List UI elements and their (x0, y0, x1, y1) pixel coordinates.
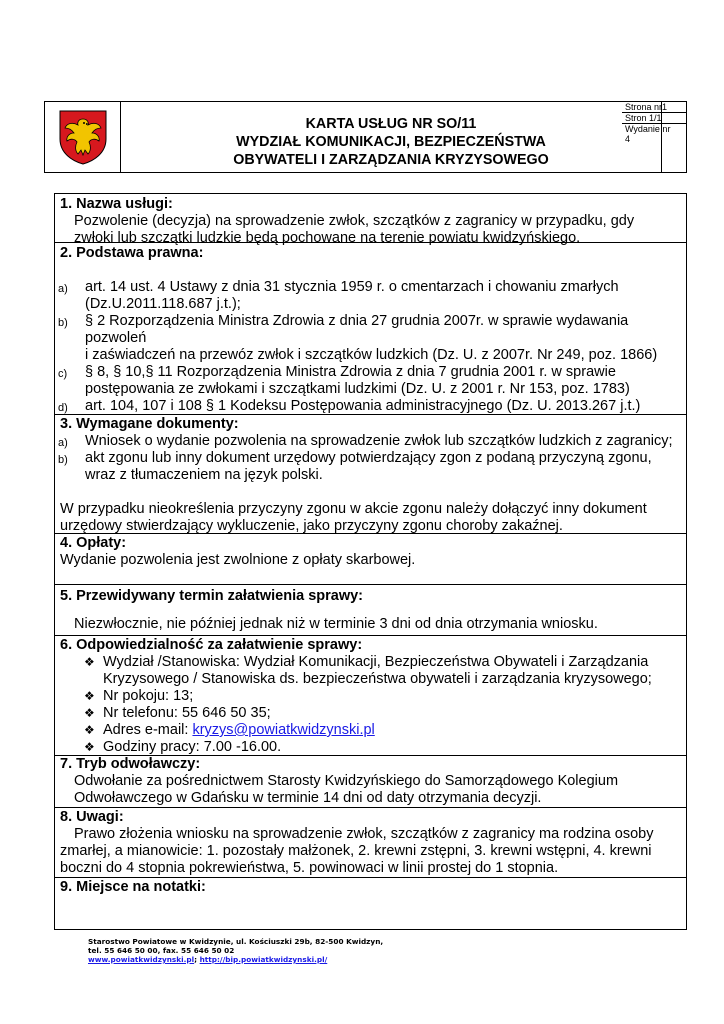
section-appeal (55, 756, 686, 808)
section-text: Niezwłocznie, nie później jednak niż w terminie 3 dni od dnia otrzymania wniosku. (74, 616, 598, 632)
section-text: Odwołanie za pośrednictwem Starosty Kwidzyńskiego do Samorządowego Kolegium (74, 773, 619, 789)
section-text: zwłoki lub szczątki ludzkie będą pochowane na terenie powiatu kwidzyńskiego. (74, 230, 581, 246)
coat-of-arms (45, 102, 121, 172)
list-text: (Dz.U.2011.118.687 j.t.); (85, 296, 241, 312)
footer-links (88, 955, 383, 964)
list-text: wraz z tłumaczeniem na język polski. (85, 467, 323, 483)
section-text: boczni do 4 stopnia pokrewieństwa, 5. powinowaci w linii prostej do 1 stopnia. (60, 860, 559, 876)
list-item (55, 433, 686, 450)
edition-label: Wydanie nr (625, 124, 671, 134)
list-text: i zaświadczeń na przewóz zwłok i szczątków ludzkich (Dz. U. z 2007r. Nr 249, poz. 1866) (85, 347, 658, 363)
card-title (121, 102, 662, 172)
section-note: W przypadku nieokreślenia przyczyny zgonu w akcie zgonu należy dołączyć inny dokument (60, 501, 647, 517)
section-heading: 8. Uwagi: (60, 809, 124, 825)
bullet-item (55, 688, 686, 705)
website-link[interactable]: www.powiatkwidzynski.pl (88, 955, 195, 964)
bullet-text: Kryzysowego / Stanowiska ds. bezpieczeństwa obywateli i zarządzania kryzysowego; (103, 671, 652, 687)
list-text: art. 14 ust. 4 Ustawy z dnia 31 stycznia 1959 r. o cmentarzach i chowaniu zmarłych (85, 279, 619, 295)
list-text: pozwoleń (85, 330, 147, 346)
footer-contact: tel. 55 646 50 00, fax. 55 646 50 02 (88, 946, 235, 955)
title-line: OBYWATELI I ZARZĄDZANIA KRYZYSOWEGO (233, 152, 549, 168)
list-text: postępowania ze zwłokami i szczątkami ludzkimi (Dz. U. z 2001 r. Nr 153, poz. 1783) (85, 381, 630, 397)
section-required-documents (55, 415, 686, 534)
section-heading: 7. Tryb odwoławczy: (60, 756, 201, 772)
bullet-text: Wydział /Stanowiska: Wydział Komunikacji, Bezpieczeństwa Obywateli i Zarządzania (103, 654, 649, 670)
section-heading: 2. Podstawa prawna: (60, 245, 204, 261)
list-marker: b) (58, 317, 68, 329)
list-marker: b) (58, 454, 68, 466)
section-heading: 5. Przewidywany termin załatwienia sprawy: (60, 588, 363, 604)
office-hours: Godziny pracy: 7.00 -16.00. (103, 739, 282, 755)
diamond-bullet-icon: ❖ (84, 706, 95, 720)
list-text: Wniosek o wydanie pozwolenia na sprowadzenie zwłok lub szczątków ludzkich z zagranicy; (85, 433, 673, 449)
section-processing-time (55, 585, 686, 636)
title-line: WYDZIAŁ KOMUNIKACJI, BEZPIECZEŃSTWA (236, 134, 546, 150)
service-card-table (54, 193, 687, 930)
title-line: KARTA USŁUG NR SO/11 (305, 116, 477, 132)
page-number: Strona nr1 (622, 102, 686, 113)
section-fees (55, 534, 686, 585)
email-link[interactable]: kryzys@powiatkwidzynski.pl (192, 722, 375, 738)
list-item (55, 279, 686, 313)
list-marker: a) (58, 283, 68, 295)
list-item (55, 450, 686, 484)
bullet-item (55, 722, 686, 739)
diamond-bullet-icon: ❖ (84, 689, 95, 703)
list-marker: a) (58, 437, 68, 449)
list-text: art. 104, 107 i 108 § 1 Kodeksu Postępowania administracyjnego (Dz. U. 2013.267 j.t.) (85, 398, 641, 414)
section-text: Odwoławczego w Gdańsku w terminie 14 dni od daty otrzymania decyzji. (74, 790, 542, 806)
page-count: Stron 1/1 (622, 113, 686, 124)
phone-number: Nr telefonu: 55 646 50 35; (103, 705, 271, 721)
section-notes (55, 878, 686, 929)
section-heading: 9. Miejsce na notatki: (60, 879, 206, 895)
list-text: § 2 Rozporządzenia Ministra Zdrowia z dnia 27 grudnia 2007r. w sprawie wydawania (85, 313, 629, 329)
bip-link[interactable]: http://bip.powiatkwidzynski.pl/ (199, 955, 328, 964)
section-remarks (55, 808, 686, 878)
list-item (55, 364, 686, 398)
page-meta (622, 102, 686, 144)
edition-number: 4 (625, 134, 631, 144)
section-text: zmarłej, a mianowicie: 1. pozostały małżonek, 2. krewni zstępni, 3. krewni wstępni, 4. krewni (60, 843, 652, 859)
list-text: § 8, § 10,§ 11 Rozporządzenia Ministra Zdrowia z dnia 7 grudnia 2001 r. w sprawie (85, 364, 616, 380)
footer-address: Starostwo Powiatowe w Kwidzynie, ul. Kościuszki 29b, 82-500 Kwidzyn, (88, 937, 384, 946)
diamond-bullet-icon: ❖ (84, 655, 95, 669)
diamond-bullet-icon: ❖ (84, 723, 95, 737)
bullet-item (55, 739, 686, 756)
section-note: urzędowy stwierdzający wykluczenie, jako przyczyny zgonu choroby zakaźnej. (60, 518, 563, 534)
section-text: Pozwolenie (decyzja) na sprowadzenie zwłok, szczątków z zagranicy w przypadku, gdy (74, 213, 635, 229)
section-service-name (55, 194, 686, 246)
section-responsibility (55, 636, 686, 756)
list-marker: c) (58, 368, 68, 380)
email-label: Adres e-mail: (103, 722, 193, 738)
list-marker: d) (58, 402, 68, 414)
section-heading: 1. Nazwa usługi: (60, 196, 173, 212)
list-item (55, 313, 686, 364)
document-header (44, 101, 687, 173)
list-item (55, 398, 686, 415)
email-row (103, 722, 686, 739)
section-text: Prawo złożenia wniosku na sprowadzenie zwłok, szczątków z zagranicy ma rodzina osoby (74, 826, 654, 842)
room-number: Nr pokoju: 13; (103, 688, 194, 704)
bullet-item (55, 654, 686, 688)
section-legal-basis (55, 243, 686, 415)
link-separator: ; (194, 955, 200, 964)
diamond-bullet-icon: ❖ (84, 740, 95, 754)
page-footer (88, 937, 383, 964)
bullet-item (55, 705, 686, 722)
section-heading: 6. Odpowiedzialność za załatwienie sprawy: (60, 637, 363, 653)
list-text: akt zgonu lub inny dokument urzędowy potwierdzający zgon z podaną przyczyną zgonu, (85, 450, 652, 466)
eagle-crest-icon (58, 109, 108, 165)
section-heading: 4. Opłaty: (60, 535, 127, 551)
section-text: Wydanie pozwolenia jest zwolnione z opłaty skarbowej. (60, 552, 416, 568)
section-heading: 3. Wymagane dokumenty: (60, 416, 239, 432)
